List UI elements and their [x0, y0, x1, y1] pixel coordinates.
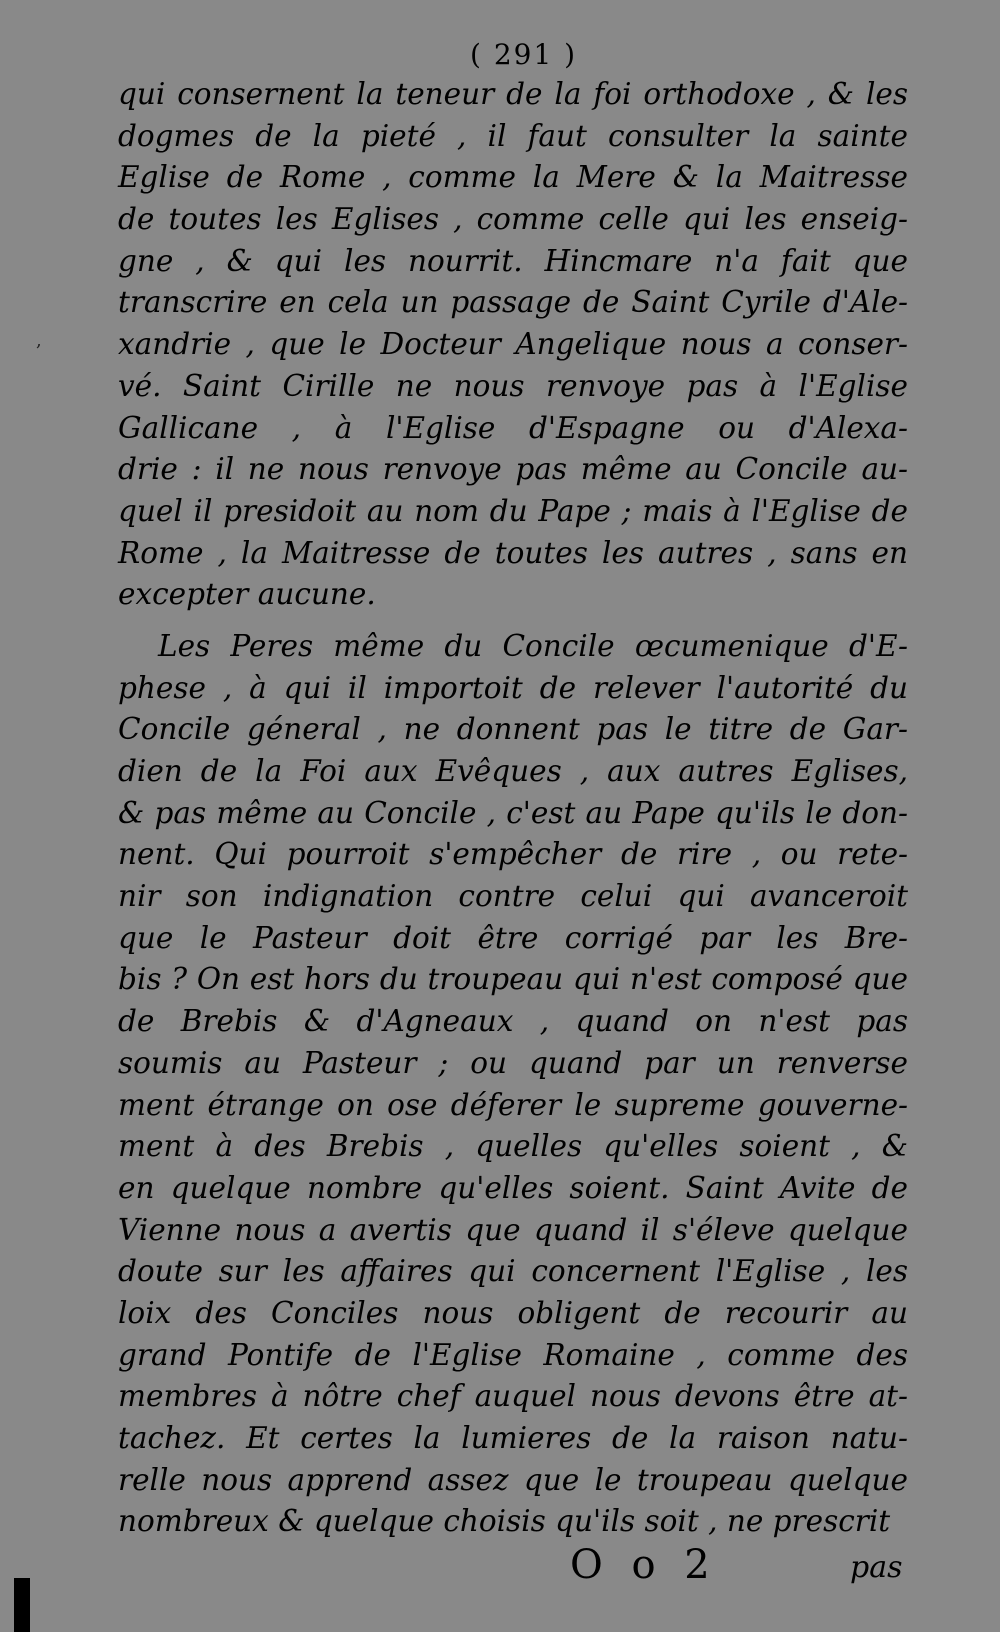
- page-body: [118, 74, 908, 1543]
- text-line: grand Pontife de l'Eglise Romaine , comme des: [118, 1337, 908, 1372]
- corner-bracket-mark: [14, 1578, 30, 1632]
- text-line: dien de la Foi aux Evêques , aux autres Eglises,: [118, 754, 908, 788]
- text-line: excepter aucune.: [118, 577, 376, 612]
- text-line: ment à des Brebis , quelles qu'elles soient , &: [118, 1129, 908, 1164]
- text-line: xandrie , que le Docteur Angelique nous a conser-: [118, 327, 908, 362]
- text-line: phese , à qui il importoit de relever l'autorité du: [118, 670, 908, 705]
- text-line: & pas même au Concile , c'est au Pape qu'ils le don-: [118, 795, 908, 830]
- text-line: quel il presidoit au nom du Pape ; mais à l'Eglise de: [118, 493, 908, 528]
- text-line: que le Pasteur doit être corrigé par les Bre-: [118, 920, 908, 955]
- signature-mark: O o 2: [570, 1542, 718, 1588]
- text-line: Rome , la Maitresse de toutes les autres , sans en: [118, 535, 908, 570]
- paragraph-container: [118, 74, 908, 1543]
- text-line: qui consernent la teneur de la foi orthodoxe , & les: [118, 77, 908, 111]
- text-line: nir son indignation contre celui qui avanceroit: [118, 879, 908, 914]
- text-line: soumis au Pasteur ; ou quand par un renverse: [118, 1045, 908, 1080]
- text-line: transcrire en cela un passage de Saint Cyrile d'Ale-: [118, 285, 908, 320]
- text-line: de Brebis & d'Agneaux , quand on n'est pas: [118, 1004, 908, 1039]
- paragraph-gap: [118, 616, 908, 626]
- text-line: bis ? On est hors du troupeau qui n'est composé que: [118, 962, 908, 997]
- text-line: dogmes de la pieté , il faut consulter la sainte: [118, 118, 908, 153]
- text-line: ment étrange on ose déferer le supreme gouverne-: [118, 1087, 908, 1122]
- text-line: gne , & qui les nourrit. Hincmare n'a fait que: [118, 243, 908, 278]
- text-line: loix des Conciles nous obligent de recourir au: [118, 1295, 908, 1330]
- text-line: relle nous apprend assez que le troupeau quelque: [118, 1462, 908, 1497]
- text-line: Gallicane , à l'Eglise d'Espagne ou d'Alexa-: [118, 410, 908, 445]
- text-line: Vienne nous a avertis que quand il s'éleve quelque: [118, 1212, 908, 1247]
- page-number: ( 291 ): [470, 38, 578, 71]
- text-line: nombreux & quelque choisis qu'ils soit , ne prescrit: [118, 1504, 891, 1539]
- text-line: Les Peres même du Concile œcumenique d'E-: [158, 628, 908, 663]
- margin-speck: ,: [36, 330, 42, 351]
- text-line: nent. Qui pourroit s'empêcher de rire , ou rete-: [118, 837, 908, 872]
- text-line: Eglise de Rome , comme la Mere & la Maitresse: [118, 160, 908, 195]
- text-line: membres à nôtre chef auquel nous devons être at-: [118, 1379, 908, 1414]
- text-line: en quelque nombre qu'elles soient. Saint Avite de: [118, 1170, 908, 1205]
- text-line: de toutes les Eglises , comme celle qui les enseig-: [118, 202, 908, 237]
- text-line: vé. Saint Cirille ne nous renvoye pas à l'Eglise: [118, 368, 908, 403]
- text-line: tachez. Et certes la lumieres de la raison natu-: [118, 1421, 908, 1455]
- text-line: doute sur les affaires qui concernent l'Eglise , les: [118, 1254, 908, 1289]
- catchword: pas: [850, 1550, 903, 1585]
- text-line: drie : il ne nous renvoye pas même au Concile au-: [118, 452, 908, 487]
- text-line: Concile géneral , ne donnent pas le titre de Gar-: [118, 712, 908, 747]
